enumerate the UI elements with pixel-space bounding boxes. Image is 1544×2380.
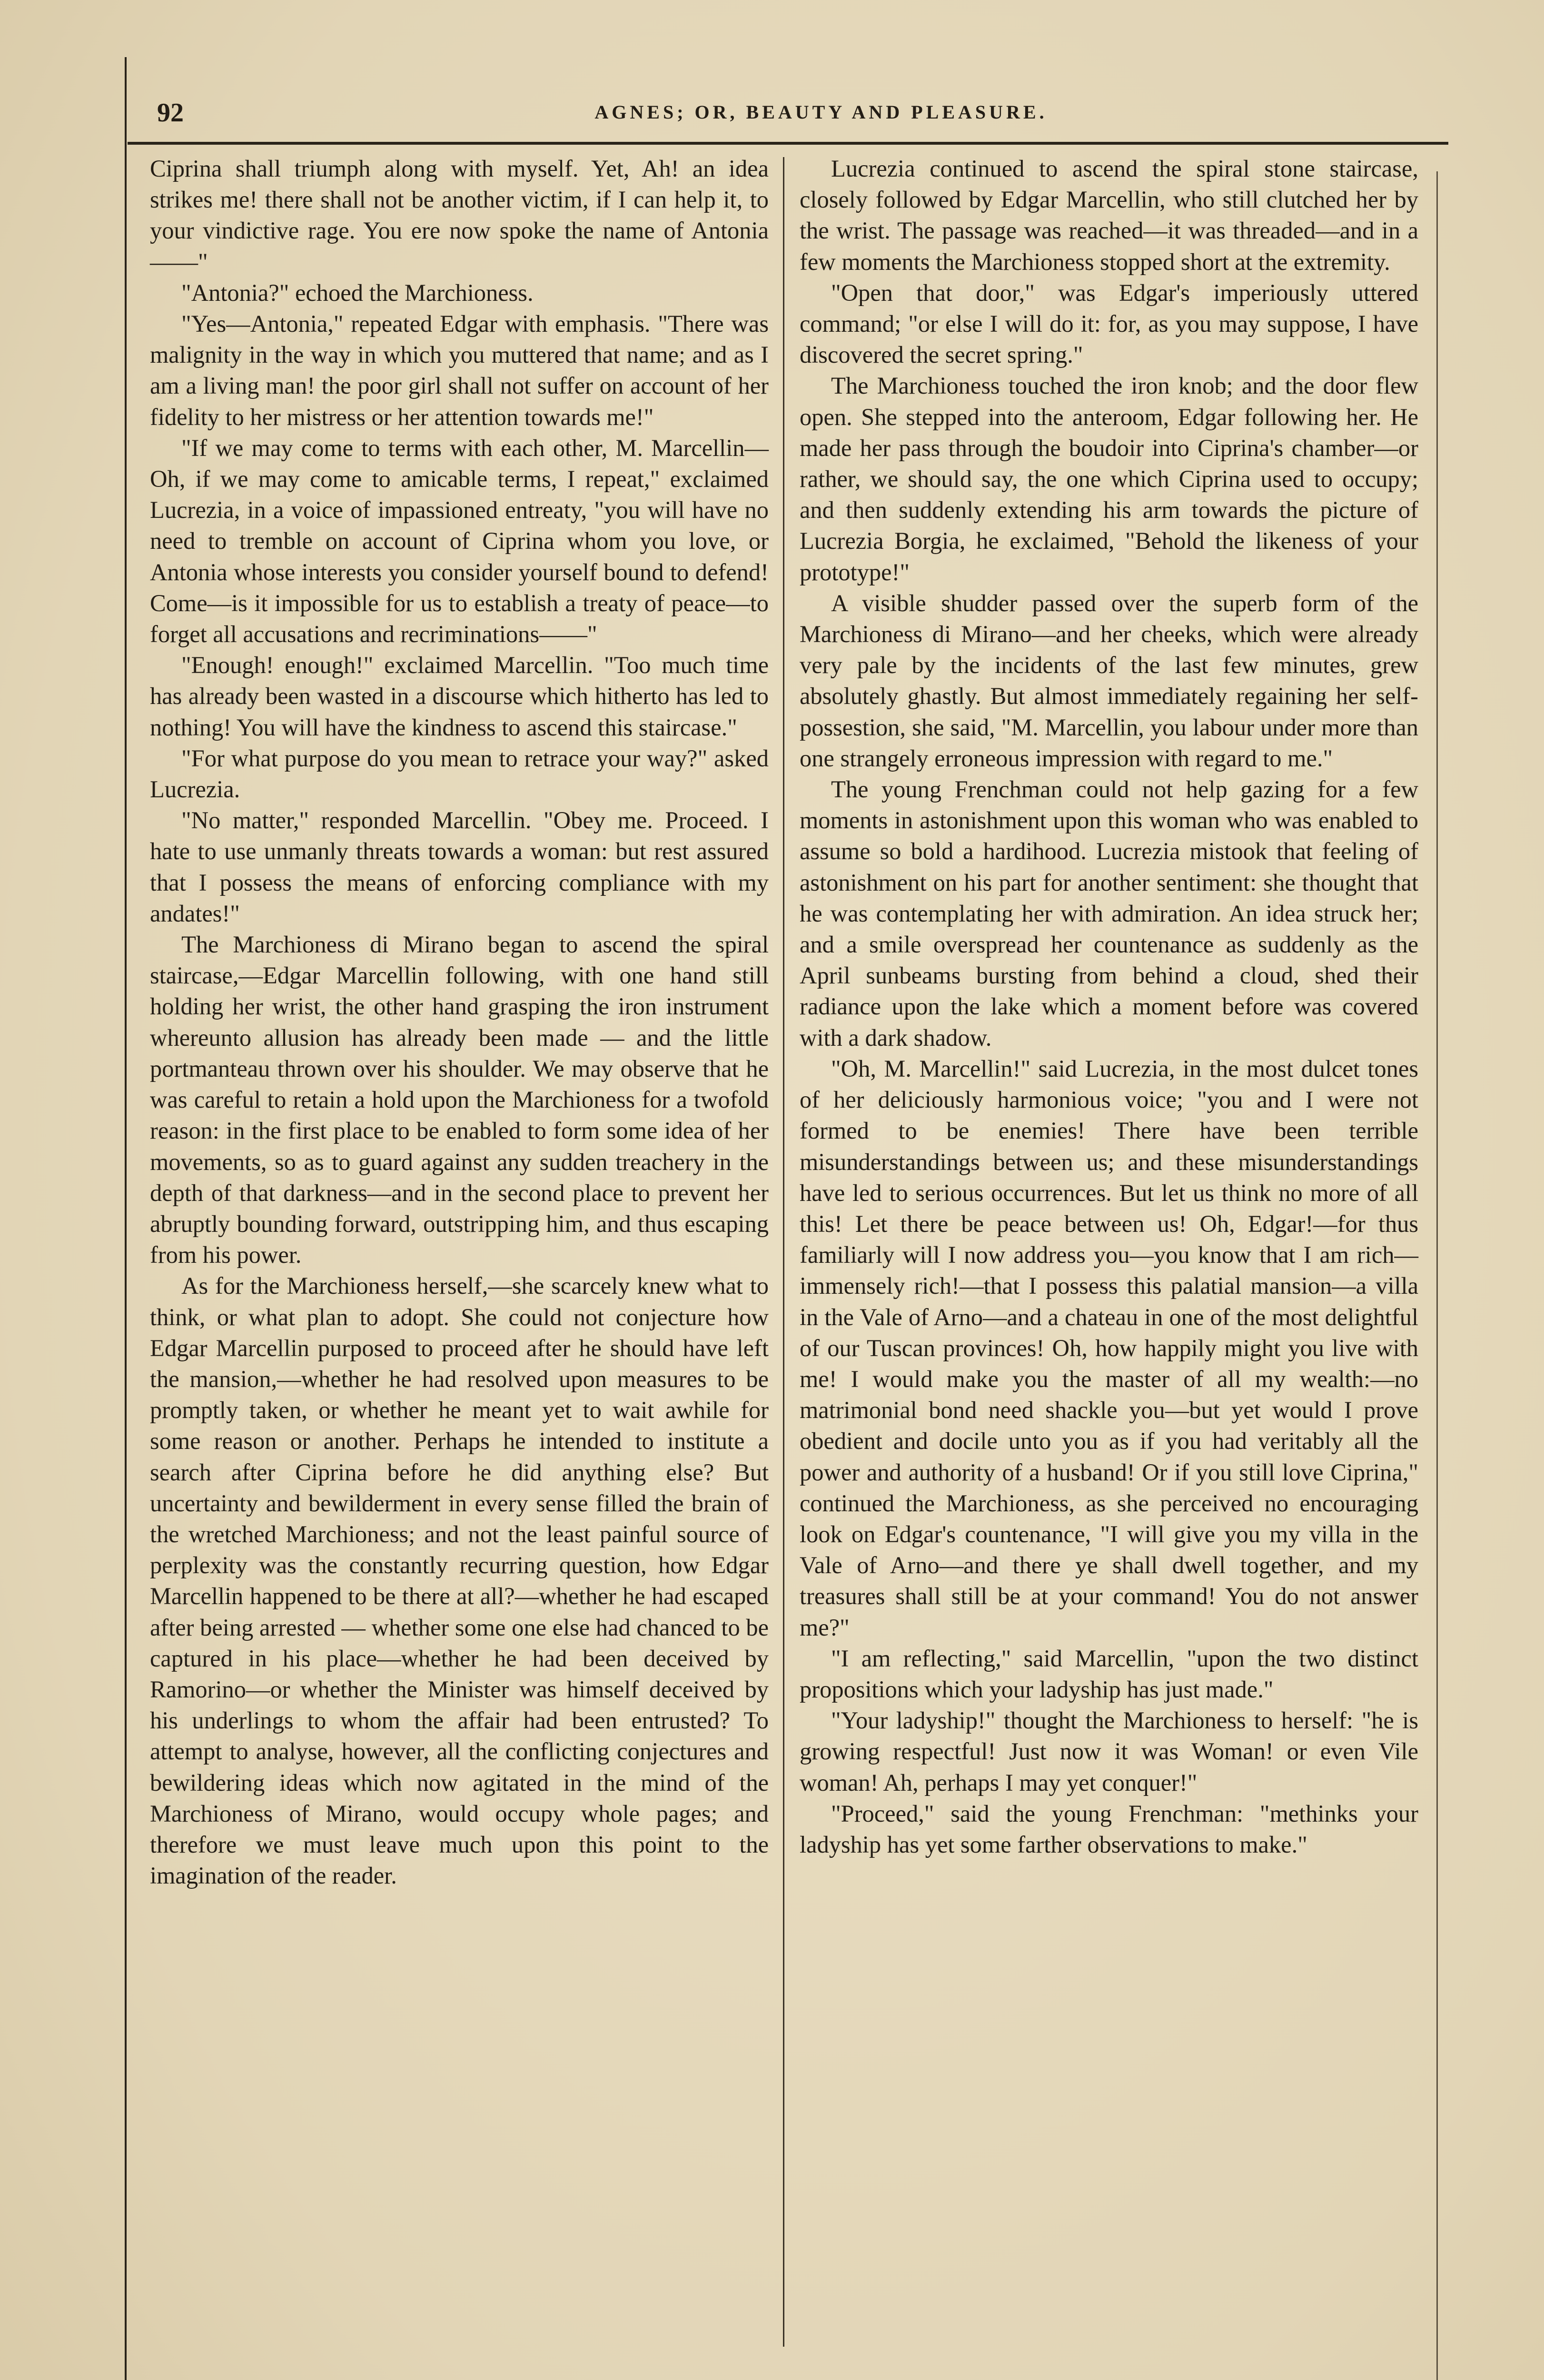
left-border-rule xyxy=(125,57,127,2380)
paragraph: Lucrezia continued to ascend the spiral stone staircase, closely followed by Edgar Marcellin, who still clutched her by the wrist. The passage was reached—it was threaded—and in a few moments the Marchioness stopped short at the extremity. xyxy=(800,155,1418,275)
column-divider xyxy=(783,157,784,2347)
paragraph: The Marchioness di Mirano began to ascend the spiral staircase,—Edgar Marcellin following, with one hand still holding her wrist, the other hand grasping the iron instrument whereunto allusion has already been made — and the little portmanteau thrown over his shoulder. We may observe that he was careful to retain a hold upon the Marchioness for a twofold reason: in the first place to be enabled to form some idea of her movements, so as to guard against any sudden treachery in the depth of that darkness—and in the second place to prevent her abruptly bounding forward, outstripping him, and thus escaping from his power. xyxy=(150,931,769,1269)
paragraph: "I am reflecting," said Marcellin, "upon the two distinct propositions which your ladyship has just made." xyxy=(800,1645,1418,1703)
paragraph: "Antonia?" echoed the Marchioness. xyxy=(181,279,534,306)
right-column xyxy=(800,153,1418,1860)
left-column xyxy=(150,153,769,1891)
paragraph: "Enough! enough!" exclaimed Marcellin. "Too much time has already been wasted in a discourse which hitherto has led to nothing! You will have the kindness to ascend this staircase." xyxy=(150,652,769,741)
paragraph: "No matter," responded Marcellin. "Obey me. Proceed. I hate to use unmanly threats towards a woman: but rest assured that I possess the means of enforcing compliance with my andates!" xyxy=(150,807,769,927)
paragraph: "If we may come to terms with each other, M. Marcellin—Oh, if we may come to amicable terms, I repeat," exclaimed Lucrezia, in a voice of impassioned entreaty, "you will have no need to tremble on account of Ciprina whom you love, or Antonia whose interests you consider yourself bound to defend! Come—is it impossible for us to establish a treaty of peace—to forget all accusations and recriminations——" xyxy=(150,434,769,648)
running-head: AGNES; OR, BEAUTY AND PLEASURE. xyxy=(594,101,1048,123)
paragraph: As for the Marchioness herself,—she scarcely knew what to think, or what plan to adopt. She could not conjecture how Edgar Marcellin purposed to proceed after he should have left the mansion,—whether he had resolved upon measures to be promptly taken, or whether he meant yet to wait awhile for some reason or another. Perhaps he intended to institute a search after Ciprina before he did anything else? But uncertainty and bewilderment in every sense filled the brain of the wretched Marchioness; and not the least painful source of perplexity was the constantly recurring question, how Edgar Marcellin happened to be there at all?—whether he had escaped after being arrested — whether some one else had chanced to be captured in his place—whether he had been deceived by Ramorino—or whether the Minister was himself deceived by his underlings to whom the affair had been entrusted? To attempt to analyse, however, all the conflicting conjectures and bewildering ideas which now agitated in the mind of the Marchioness of Mirano, would occupy whole pages; and therefore we must leave much upon this point to the imagination of the reader. xyxy=(150,1272,769,1889)
paragraph: The young Frenchman could not help gazing for a few moments in astonishment upon this woman who was enabled to assume so bold a hardihood. Lucrezia mistook that feeling of astonishment on his part for another sentiment: she thought that he was contemplating her with admiration. An idea struck her; and a smile overspread her countenance as suddenly as the April sunbeams bursting from behind a cloud, shed their radiance upon the lake which a moment before was covered with a dark shadow. xyxy=(800,776,1418,1051)
page-number: 92 xyxy=(157,98,184,128)
right-border-rule xyxy=(1436,171,1438,2380)
paragraph: "For what purpose do you mean to retrace your way?" asked Lucrezia. xyxy=(150,744,769,803)
paragraph: Ciprina shall triumph along with myself. Yet, Ah! an idea strikes me! there shall not be another victim, if I can help it, to your vindictive rage. You ere now spoke the name of Antonia——" xyxy=(150,155,769,275)
paragraph: A visible shudder passed over the superb form of the Marchioness di Mirano—and her cheeks, which were already very pale by the incidents of the last few minutes, grew absolutely ghastly. But almost immediately regaining her self-possestion, she said, "M. Marcellin, you labour under more than one strangely erroneous impression with regard to me." xyxy=(800,589,1418,772)
paragraph: "Yes—Antonia," repeated Edgar with emphasis. "There was malignity in the way in which you muttered that name; and as I am a living man! the poor girl shall not suffer on account of her fidelity to her mistress or her attention towards me!" xyxy=(150,310,769,430)
paragraph: "Open that door," was Edgar's imperiously uttered command; "or else I will do it: for, as you may suppose, I have discovered the secret spring." xyxy=(800,279,1418,368)
paragraph: "Your ladyship!" thought the Marchioness to herself: "he is growing respectful! Just now it was Woman! or even Vile woman! Ah, perhaps I may yet conquer!" xyxy=(800,1707,1418,1796)
header-rule xyxy=(128,142,1448,145)
paragraph: "Proceed," said the young Frenchman: "methinks your ladyship has yet some farther observations to make." xyxy=(800,1800,1418,1858)
paragraph: The Marchioness touched the iron knob; and the door flew open. She stepped into the anteroom, Edgar following her. He made her pass through the boudoir into Ciprina's chamber—or rather, we should say, the one which Ciprina used to occupy; and then suddenly extending his arm towards the picture of Lucrezia Borgia, he exclaimed, "Behold the likeness of your prototype!" xyxy=(800,372,1418,585)
paragraph: "Oh, M. Marcellin!" said Lucrezia, in the most dulcet tones of her deliciously harmonious voice; "you and I were not formed to be enemies! There have been terrible misunderstandings between us; and these misunderstandings have led to serious occurrences. But let us think no more of all this! Let there be peace between us! Oh, Edgar!—for thus familiarly will I now address you—you know that I am rich—immensely rich!—that I possess this palatial mansion—a villa in the Vale of Arno—and a chateau in one of the most delightful of our Tuscan provinces! Oh, how happily might you live with me! I would make you the master of all my wealth:—no matrimonial bond need shackle you—but yet would I prove obedient and docile unto you as if you had veritably all the power and authority of a husband! Or if you still love Ciprina," continued the Marchioness, as she perceived no encouraging look on Edgar's countenance, "I will give you my villa in the Vale of Arno—and there ye shall dwell together, and my treasures shall still be at your command! You do not answer me?" xyxy=(800,1055,1418,1641)
